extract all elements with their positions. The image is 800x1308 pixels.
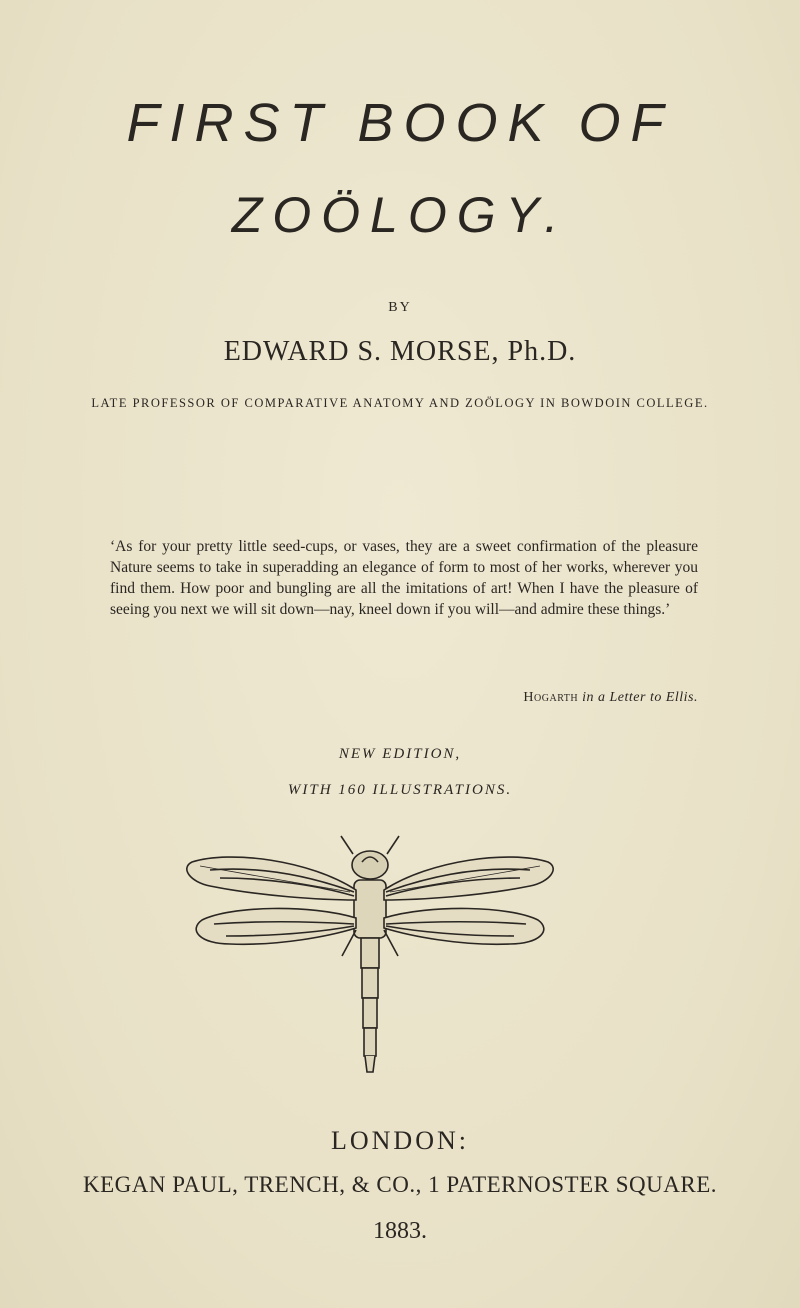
book-title-line-1: FIRST BOOK OF — [126, 93, 674, 153]
byline: BY — [388, 300, 412, 315]
book-title-line-2: ZOÖLOGY. — [231, 187, 569, 243]
epigraph-quote: ‘As for your pretty little seed-cups, or vases, they are a sweet confirmation of the pleasure Nature seems to take in superadding an elegance of form to most of her works, wherever you find them. How poor and bungling are all the imitations of art! When I have the pleasure of seeing you next we will sit down—nay, kneel down if you will—and admire these things.’ — [110, 538, 698, 618]
imprint-publisher: KEGAN PAUL, TRENCH, & CO., 1 PATERNOSTER SQUARE. — [82, 1172, 717, 1197]
imprint-city: LONDON: — [331, 1126, 469, 1155]
attribution-source: in a Letter to Ellis. — [582, 690, 698, 705]
author-name: EDWARD S. MORSE, Ph.D. — [223, 336, 577, 367]
author-affiliation: LATE PROFESSOR OF COMPARATIVE ANATOMY AND ZOÖLOGY IN BOWDOIN COLLEGE. — [91, 396, 709, 410]
epigraph-attribution — [110, 690, 698, 706]
edition-line-1: NEW EDITION, — [338, 746, 462, 762]
dragonfly-icon — [170, 820, 570, 1120]
edition-line-2: WITH 160 ILLUSTRATIONS. — [287, 782, 513, 798]
attribution-name: Hogarth — [523, 690, 579, 705]
imprint-year: 1883. — [373, 1218, 427, 1244]
